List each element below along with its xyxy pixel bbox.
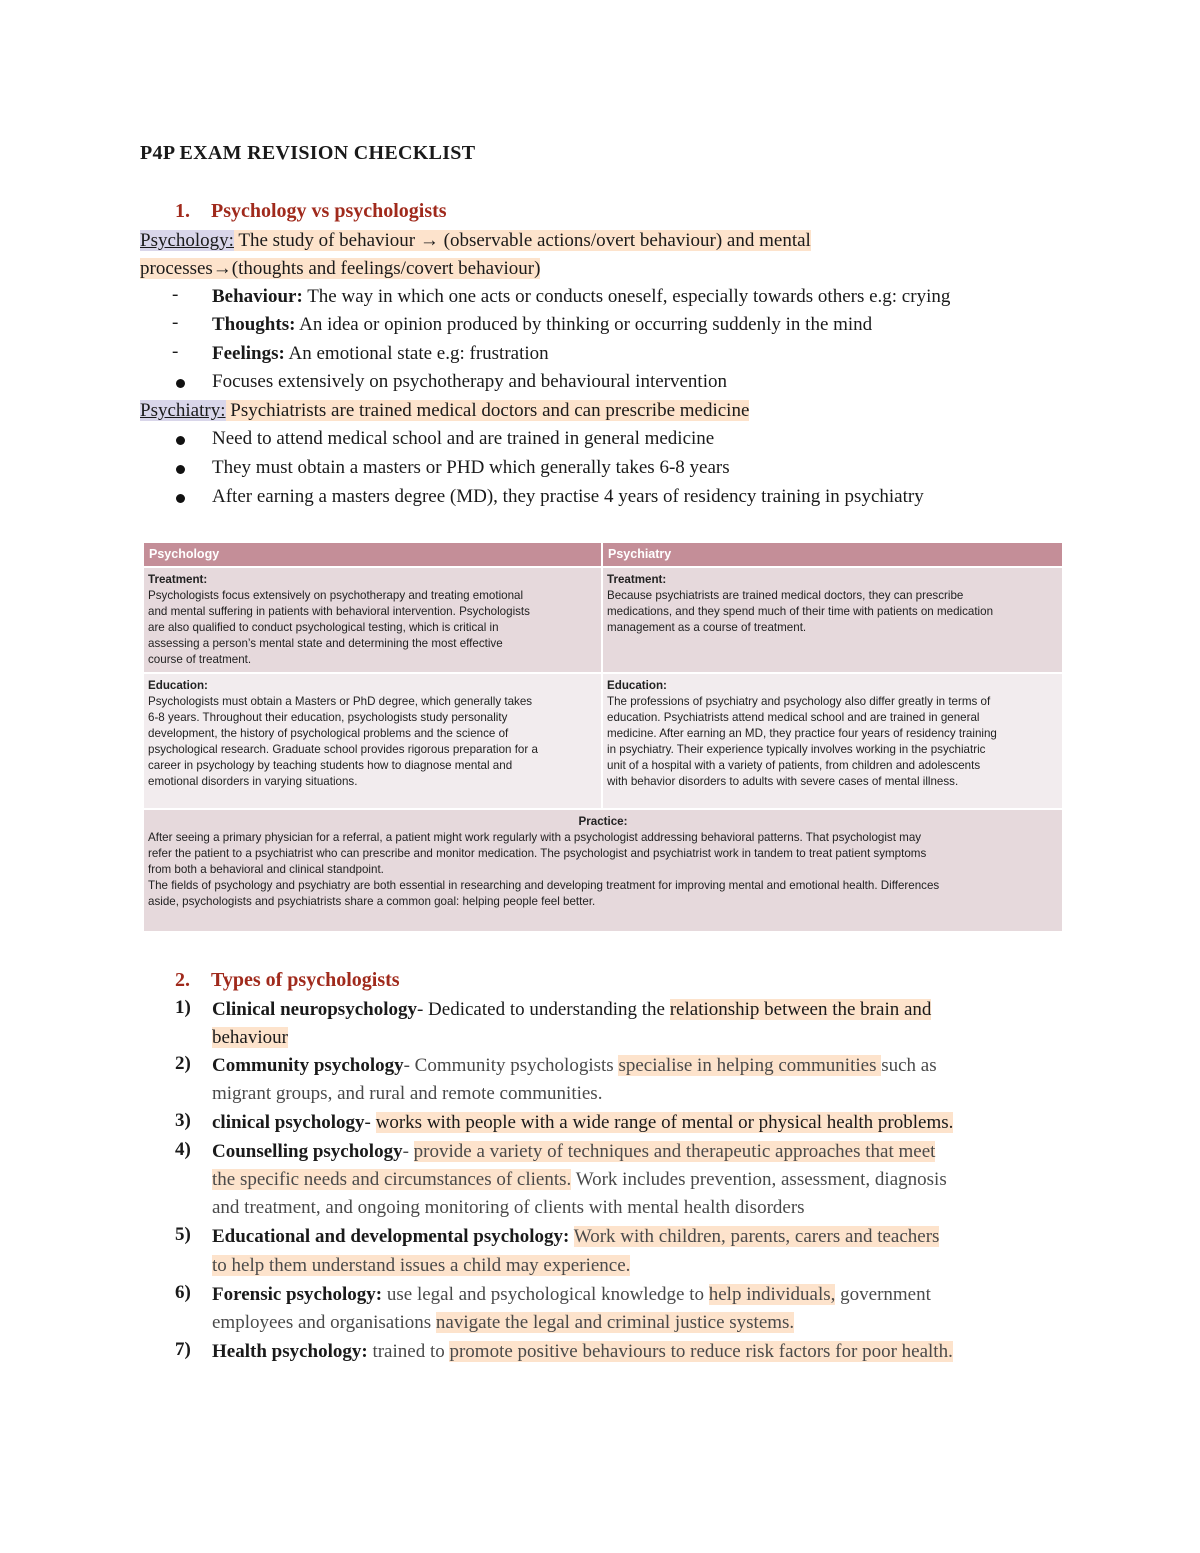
list-item — [212, 1223, 939, 1251]
comparison-table — [144, 543, 1062, 931]
bullet-item: After earning a masters degree (MD), they practise 4 years of residency training in psychiatry — [212, 486, 924, 507]
bullet-item: Need to attend medical school and are trained in general medicine — [212, 428, 715, 449]
list-number: 7) — [175, 1339, 191, 1360]
list-item-term: clinical psychology — [212, 1112, 365, 1133]
list-item — [212, 1338, 953, 1366]
dash-item-term: Thoughts: — [212, 314, 296, 335]
cell-treatment-psychiatry — [603, 568, 1062, 672]
section-title: Types of psychologists — [211, 969, 400, 991]
cell-line: aside, psychologists and psychiatrists share a common goal: helping people feel better. — [148, 895, 596, 908]
list-number: 4) — [175, 1139, 191, 1160]
bullet-item: Focuses extensively on psychotherapy and behavioural intervention — [212, 371, 727, 392]
list-item — [212, 1052, 937, 1080]
list-item-cont: and treatment, and ongoing monitoring of clients with mental health disorders — [212, 1197, 805, 1218]
cell-line: from both a behavioral and clinical standpoint. — [148, 863, 384, 876]
list-item — [212, 1138, 935, 1166]
list-item-highlight: specialise in helping communities — [618, 1055, 882, 1076]
cell-heading: Practice: — [578, 815, 628, 828]
cell-line: with behavior disorders to adults with severe cases of mental illness. — [607, 775, 959, 788]
cell-line: unit of a hospital with a variety of patients, from children and adolescents — [607, 759, 981, 772]
dash-marker: - — [172, 341, 179, 362]
psychiatry-definition — [140, 397, 749, 425]
list-item-text: such as — [881, 1055, 937, 1076]
section-number: 1. — [175, 200, 190, 222]
list-number: 3) — [175, 1110, 191, 1131]
table-header-psychology: Psychology — [144, 543, 601, 566]
section-2-heading — [175, 969, 400, 992]
cell-line: management as a course of treatment. — [607, 621, 807, 634]
cell-line: assessing a person’s mental state and determining the most effective — [148, 637, 503, 650]
cell-line: are also qualified to conduct psychological testing, which is critical in — [148, 621, 499, 634]
psychology-definition-cont — [140, 255, 540, 283]
list-item-cont — [212, 1309, 794, 1337]
cell-line: course of treatment. — [148, 653, 252, 666]
list-number: 6) — [175, 1282, 191, 1303]
list-item-highlight: help individuals, — [708, 1284, 836, 1305]
list-item-highlight: provide a variety of techniques and therapeutic approaches that meet — [413, 1141, 936, 1162]
cell-line: career in psychology by teaching students how to diagnose mental and — [148, 759, 513, 772]
list-item-text: Work includes prevention, assessment, diagnosis — [571, 1169, 947, 1190]
cell-education-psychology — [144, 674, 601, 808]
list-item-highlight: works with people with a wide range of mental or physical health problems. — [375, 1112, 954, 1133]
dash-item-text: The way in which one acts or conducts oneself, especially towards others e.g: crying — [302, 286, 951, 307]
page-title: P4P EXAM REVISION CHECKLIST — [140, 142, 476, 164]
list-number: 2) — [175, 1053, 191, 1074]
list-item-text: employees and organisations — [212, 1312, 436, 1333]
list-item-text: trained to — [367, 1341, 450, 1362]
list-item-text: - — [364, 1112, 376, 1133]
cell-heading: Treatment: — [607, 573, 667, 586]
cell-line: medications, and they spend much of their time with patients on medication — [607, 605, 994, 618]
cell-practice — [144, 810, 1062, 931]
bullet-dot — [176, 494, 185, 503]
list-item-highlight: navigate the legal and criminal justice systems. — [435, 1312, 795, 1333]
list-item-term: Counselling psychology — [212, 1141, 403, 1162]
cell-line: The fields of psychology and psychiatry are both essential in researching and developing treatment for improving mental and emotional health. Differences — [148, 879, 940, 892]
cell-line: The professions of psychiatry and psychology also differ greatly in terms of — [607, 695, 991, 708]
list-item — [212, 1281, 931, 1309]
dash-item — [212, 311, 872, 339]
list-item-term: Health psychology: — [212, 1341, 368, 1362]
list-item-highlight: the specific needs and circumstances of clients. — [212, 1169, 572, 1190]
dash-marker: - — [172, 312, 179, 333]
list-item-highlight: Work with children, parents, carers and teachers — [573, 1226, 940, 1247]
list-item-highlight: promote positive behaviours to reduce risk factors for poor health. — [449, 1341, 953, 1362]
list-item-text: - — [402, 1141, 414, 1162]
list-number: 5) — [175, 1224, 191, 1245]
cell-line: education. Psychiatrists attend medical school and are trained in general — [607, 711, 980, 724]
list-item-cont — [212, 1166, 947, 1194]
dash-item-term: Behaviour: — [212, 286, 303, 307]
cell-line: development, the history of psychological problems and the science of — [148, 727, 509, 740]
list-item-text: - Dedicated to understanding the — [416, 999, 670, 1020]
cell-line: refer the patient to a psychiatrist who can prescribe and monitor medication. The psychologist and psychiatrist work in tandem to treat patient symptoms — [148, 847, 927, 860]
list-item-highlight: relationship between the brain and — [669, 999, 932, 1020]
dash-item-term: Feelings: — [212, 343, 285, 364]
cell-treatment-psychology — [144, 568, 601, 672]
cell-line: psychological research. Graduate school provides rigorous preparation for a — [148, 743, 538, 756]
list-item-term: Forensic psychology: — [212, 1284, 383, 1305]
section-number: 2. — [175, 969, 190, 991]
cell-line: 6-8 years. Throughout their education, psychologists study personality — [148, 711, 508, 724]
list-item — [212, 1109, 953, 1137]
cell-education-psychiatry — [603, 674, 1062, 808]
list-item-term: Clinical neuropsychology — [212, 999, 417, 1020]
list-item-text: use legal and psychological knowledge to — [382, 1284, 709, 1305]
cell-line: Psychologists must obtain a Masters or PhD degree, which generally takes — [148, 695, 533, 708]
bullet-dot — [176, 379, 185, 388]
dash-item-text: An emotional state e.g: frustration — [284, 343, 549, 364]
list-item-text: government — [835, 1284, 931, 1305]
dash-marker: - — [172, 284, 179, 305]
list-item-cont: migrant groups, and rural and remote communities. — [212, 1083, 603, 1104]
list-item-term: Community psychology — [212, 1055, 404, 1076]
list-item-highlight: behaviour — [212, 1027, 288, 1048]
bullet-dot — [176, 465, 185, 474]
dash-item-text: An idea or opinion produced by thinking or occurring suddenly in the mind — [295, 314, 873, 335]
cell-line: medicine. After earning an MD, they practice four years of residency training — [607, 727, 997, 740]
cell-heading: Education: — [148, 679, 208, 692]
cell-line: Because psychiatrists are trained medical doctors, they can prescribe — [607, 589, 964, 602]
table-header-psychiatry: Psychiatry — [603, 543, 1062, 566]
dash-item — [212, 283, 950, 311]
bullet-item: They must obtain a masters or PHD which generally takes 6-8 years — [212, 457, 730, 478]
list-item — [212, 996, 931, 1024]
psychology-def-line1: The study of behaviour → (observable actions/overt behaviour) and mental — [233, 230, 811, 251]
list-item-term: Educational and developmental psychology: — [212, 1226, 570, 1247]
section-title: Psychology vs psychologists — [211, 200, 447, 222]
cell-line: After seeing a primary physician for a referral, a patient might work regularly with a psychologist addressing behavioral patterns. That psychologist may — [148, 831, 922, 844]
psychology-definition — [140, 227, 811, 255]
cell-line: Psychologists focus extensively on psychotherapy and treating emotional — [148, 589, 524, 602]
cell-line: and mental suffering in patients with behavioral intervention. Psychologists — [148, 605, 530, 618]
cell-heading: Treatment: — [148, 573, 208, 586]
list-number: 1) — [175, 997, 191, 1018]
list-item-cont — [212, 1252, 630, 1280]
psychology-def-line2: processes→(thoughts and feelings/covert behaviour) — [140, 258, 541, 279]
list-item-cont — [212, 1024, 288, 1052]
cell-line: in psychiatry. Their experience typically involves working in the psychiatric — [607, 743, 986, 756]
psychiatry-def: Psychiatrists are trained medical doctors and can prescribe medicine — [225, 400, 750, 421]
list-item-text: - Community psychologists — [403, 1055, 619, 1076]
cell-heading: Education: — [607, 679, 667, 692]
list-item-highlight: to help them understand issues a child may experience. — [212, 1255, 631, 1276]
dash-item — [212, 340, 549, 368]
bullet-dot — [176, 436, 185, 445]
psychology-term: Psychology: — [140, 230, 234, 251]
section-1-heading — [175, 200, 447, 223]
psychiatry-term: Psychiatry: — [140, 400, 226, 421]
cell-line: emotional disorders in varying situations. — [148, 775, 358, 788]
